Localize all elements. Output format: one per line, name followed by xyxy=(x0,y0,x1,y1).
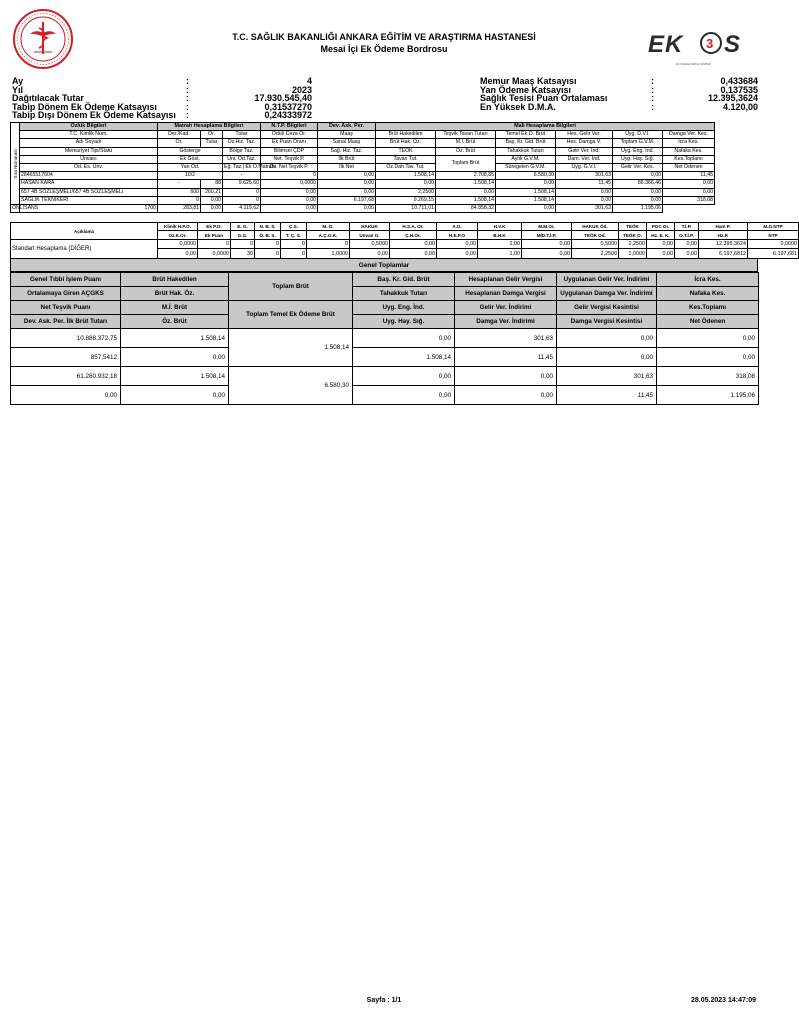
col-header: Gelir Ver. İnd. xyxy=(556,147,613,155)
param-header: T. Ç. S. xyxy=(281,231,307,240)
totals-value: 0,00 xyxy=(353,386,455,405)
cell: 301,63 xyxy=(556,204,613,212)
col-header: Teşvik Tavan Tutarı xyxy=(436,131,496,139)
totals-value: 301,63 xyxy=(455,329,557,348)
param-header: NTP xyxy=(748,231,799,240)
param-header: TEÖK Od. xyxy=(572,231,619,240)
field-physician-coefficient: Tabip Dönem Ek Ödeme Katsayısı : 0,31537270 xyxy=(12,101,312,112)
totals-title: Genel Toplamlar xyxy=(358,262,410,269)
param-value: 0,00 xyxy=(675,249,699,259)
cell: 260,21 xyxy=(201,188,223,196)
col-header: Öz. Brüt xyxy=(436,147,496,155)
cell: 0,00 xyxy=(201,196,223,204)
totals-value: 0,00 xyxy=(121,386,229,405)
field-year: Yıl : 2023 xyxy=(12,84,312,95)
col-header: Tutar xyxy=(223,131,261,139)
totals-header: Brüt Hakedilen xyxy=(121,273,229,287)
svg-text:3: 3 xyxy=(706,36,714,51)
col-header: Üni. Öd.Taz. xyxy=(223,155,261,163)
grid-data-row-4 xyxy=(11,196,769,204)
param-header: H.E.P.O xyxy=(437,231,478,240)
col-header: T.C. Kimlik Num. xyxy=(20,131,158,139)
totals-header: Toplam Temel Ek Ödeme Brüt xyxy=(229,301,353,329)
param-value: 1,0000 xyxy=(307,249,350,259)
totals-header: Uyg. Hay. Sığ. xyxy=(353,315,455,329)
totals-header: Hesaplanan Damga Vergisi xyxy=(455,287,557,301)
totals-header: Uygulanan Gelir Ver. İndirimi xyxy=(557,273,657,287)
totals-header: Tahakkuk Tutarı xyxy=(353,287,455,301)
param-header: TEÖK xyxy=(619,223,647,231)
totals-row-2 xyxy=(11,348,759,367)
col-header: Eğ. Taz.| Ek Ö.Matrahı xyxy=(224,164,276,171)
totals-value: 0,00 xyxy=(455,367,557,386)
totals-header: Net Ödenen xyxy=(657,315,759,329)
param-header: Oz.K.Or. xyxy=(158,231,198,240)
cell: 1.508,14 xyxy=(436,196,496,204)
param-value: 0,00 xyxy=(647,249,675,259)
cell: 1.508,14 xyxy=(436,180,496,188)
col-header: Toplam Brüt xyxy=(436,155,496,171)
cell: 0,00 xyxy=(261,204,318,212)
employment-status-value: 657 4B SÖZLEŞMELİ/657 4B SÖZLEŞMELİ xyxy=(20,188,158,196)
totals-header: Brüt Hak. Öz. xyxy=(121,287,229,301)
param-value: 1,00 xyxy=(478,249,522,259)
grid-header-row-5 xyxy=(11,163,769,171)
education-value: ÖNLİSANS xyxy=(12,204,39,211)
totals-value: 6.580,30 xyxy=(229,367,353,405)
grid-header-row-4 xyxy=(11,155,769,163)
cell: 9.269,15 xyxy=(376,196,436,204)
col-header: Aylık G.V.M. xyxy=(496,155,556,163)
field-month: Ay : 4 xyxy=(12,76,312,86)
cell: 0,0000 xyxy=(261,180,318,188)
col-header: Toplam G.V.M. xyxy=(613,139,663,147)
param-value: 30 xyxy=(231,249,255,259)
grid-data-row-1 xyxy=(11,172,769,180)
param-header: A.O. xyxy=(437,223,478,231)
col-header: Uyg. Hay. Sığ. xyxy=(613,155,663,163)
param-header: T.İ.P. xyxy=(675,223,699,231)
grid-header-row-2 xyxy=(11,139,769,147)
col-header: Tahakkuk Tutarı xyxy=(496,147,556,155)
cell: 1.508,14 xyxy=(376,172,436,180)
param-value: 0,00 xyxy=(158,249,198,259)
cell: 0,00 xyxy=(663,180,715,188)
cell: 0,00 xyxy=(663,188,715,196)
col-header: Öd. Es. Unv. xyxy=(20,163,158,171)
col-header: Sağ. Hiz. Taz. xyxy=(318,147,376,155)
tc-id-value: 28465517604 xyxy=(20,172,158,180)
col-header: Net. Teşvik P. xyxy=(261,155,318,163)
param-header: M. G. xyxy=(307,223,350,231)
param-header: Ö. B. S. xyxy=(255,231,281,240)
totals-header-d xyxy=(11,315,759,329)
col-header: Ek Göst. xyxy=(158,155,223,163)
param-value: 0 xyxy=(255,240,281,249)
svg-text:EK: EK xyxy=(648,31,684,58)
param-header: H.V.K xyxy=(478,223,522,231)
cell: 9.625,60 xyxy=(223,180,261,188)
description-header: Açıklama xyxy=(11,223,158,240)
col-header: Net Ödenen xyxy=(663,163,715,171)
param-value: 0,00 xyxy=(390,240,437,249)
param-header: M.G.NTP xyxy=(748,223,799,231)
totals-header: İcra Kes. xyxy=(657,273,759,287)
cell: 0,00 xyxy=(318,172,376,180)
page-number: Sayfa : 1/1 xyxy=(366,997,402,1004)
hospital-title: T.C. SAĞLIK BAKANLIĞI ANKARA EĞİTİM VE ARAŞTIRMA HASTANESİ xyxy=(232,32,536,42)
col-header: Bölge Taz. xyxy=(223,147,261,155)
totals-value: 0,00 xyxy=(455,386,557,405)
col-header: İlk Brüt xyxy=(318,155,376,163)
field-non-physician-coefficient: Tabip Dışı Dönem Ek Ödeme Katsayısı : 0,24333972 xyxy=(12,110,312,121)
full-name-value: HASAN KARA xyxy=(20,180,158,188)
totals-value: 0,00 xyxy=(557,348,657,367)
section-base-calculation: Matrah Hesaplama Bilgileri xyxy=(158,123,261,131)
col-header: Tavan Tut. xyxy=(376,155,436,163)
col-header: Yan Öd. xyxy=(158,163,223,171)
col-header: Dam. Ver. İnd. xyxy=(556,155,613,163)
grid-data-row-5 xyxy=(11,204,769,212)
grid-header-row-3 xyxy=(11,147,769,155)
cell: 10/2 xyxy=(158,172,223,180)
col-header: Bilimsel ÇDP xyxy=(261,147,318,155)
col-header: Sanal Maaş xyxy=(318,139,376,147)
cell: 0,00 xyxy=(496,204,556,212)
totals-header-c xyxy=(11,301,759,315)
param-header: HAKUK xyxy=(350,223,390,231)
param-header: Ç.H.Or. xyxy=(390,231,437,240)
param-header: Ek Puan xyxy=(198,231,231,240)
cell: 0,00 xyxy=(436,188,496,196)
totals-value: 0,00 xyxy=(353,367,455,386)
grid-header-row-1 xyxy=(11,131,769,139)
param-value: 12.395,3624 xyxy=(699,240,748,249)
cell: 0,00 xyxy=(318,180,376,188)
cell: 1.508,14 xyxy=(496,196,556,204)
cell: 0,00 xyxy=(261,188,318,196)
param-value: 1,00 xyxy=(478,240,522,249)
param-value: 2,2500 xyxy=(619,240,647,249)
totals-header: Hesaplanan Gelir Vergisi xyxy=(455,273,557,287)
cell: 0 xyxy=(158,196,201,204)
param-value: 0,5000 xyxy=(572,240,619,249)
cell: 0 xyxy=(261,172,318,180)
totals-header-a xyxy=(11,273,759,287)
cell: 0,00 xyxy=(496,180,556,188)
cell: 0,00 xyxy=(613,188,663,196)
totals-value: 1.195,06 xyxy=(657,386,759,405)
col-header: Tutar xyxy=(201,139,223,147)
totals-value: 0,00 xyxy=(557,329,657,348)
totals-header: Baş. Kr. Gid. Brüt xyxy=(353,273,455,287)
totals-value: 10.888.372,75 xyxy=(11,329,121,348)
col-header: Memuriyet Tipi/Statü xyxy=(20,147,158,155)
field-highest-dma: En Yüksek D.M.A. : 4.120,00 xyxy=(480,101,758,112)
totals-header: Öz. Brüt xyxy=(121,315,229,329)
cell: 0,00 xyxy=(201,204,223,212)
param-value: 0 xyxy=(307,240,350,249)
col-header: Ek Puan Oranı xyxy=(261,139,318,147)
param-header: A.Ç.G.K. xyxy=(307,231,350,240)
cell: 1700 xyxy=(20,204,158,212)
header-left-fields xyxy=(12,77,312,120)
totals-row-4 xyxy=(11,386,759,405)
param-header: B.H.K xyxy=(478,231,522,240)
param-value: 0,0000 xyxy=(748,240,799,249)
param-value: 0 xyxy=(231,240,255,249)
col-header: Brüt Hakedilen xyxy=(376,131,436,139)
param-value: 6.197,6812 xyxy=(699,249,748,259)
param-header: Ek P.O. xyxy=(198,223,231,231)
cell: 301,63 xyxy=(556,172,613,180)
param-value: 0 xyxy=(255,249,281,259)
title-value: SAĞLIK TEKNİKERİ xyxy=(20,196,158,204)
col-header: Uyg. Eng. İnd. xyxy=(613,147,663,155)
cell: 86.366,46 xyxy=(613,180,663,188)
totals-value: 61.280.932,18 xyxy=(11,367,121,386)
section-ntp-info: N.T.P. Bilgileri xyxy=(261,123,318,131)
totals-value: 1.508,14 xyxy=(229,329,353,367)
totals-header: Genel Tıbbi İşlem Puanı xyxy=(11,273,121,287)
cell: 318,08 xyxy=(663,196,715,204)
param-value: 0 xyxy=(281,249,307,259)
col-header: Uyg. D.V.İ. xyxy=(613,131,663,139)
param-header: Hz.P. xyxy=(699,231,748,240)
svg-text:S: S xyxy=(724,31,741,58)
col-header: Ödül/ Ceza Or. xyxy=(261,131,318,139)
totals-header: Gelir Vergisi Kesintisi xyxy=(557,301,657,315)
totals-header: Dev. Ask. Per. İlk Brüt Tutarı xyxy=(11,315,121,329)
totals-value: 857,5412 xyxy=(11,348,121,367)
row-number-label: Sıra Numarası xyxy=(13,148,18,179)
col-header: TEÖK xyxy=(376,147,436,155)
cell: 11,45 xyxy=(663,172,715,180)
section-financial-calculation: Mali Hesaplama Bilgileri xyxy=(376,123,715,131)
param-header: E. G. xyxy=(231,223,255,231)
totals-value: 1.508,14 xyxy=(121,329,229,348)
totals-header-b xyxy=(11,287,759,301)
cell: 4.119,62 xyxy=(223,204,261,212)
param-value: 0,00 xyxy=(522,240,572,249)
cell: 0,00 xyxy=(613,172,663,180)
field-side-payment-coefficient: Yan Ödeme Katsayısı : 0,137535 xyxy=(480,84,758,95)
field-distributed-amount: Dağıtılacak Tutar : 17.930.545,40 xyxy=(12,93,312,104)
cell: 0,00 xyxy=(556,196,613,204)
param-value: 0,0000 xyxy=(198,249,231,259)
param-value: 2,2500 xyxy=(572,249,619,259)
totals-header: Nafaka Kes. xyxy=(657,287,759,301)
cell: 6.580,30 xyxy=(496,172,556,180)
cell: 11,45 xyxy=(556,180,613,188)
cell: 0,00 xyxy=(376,180,436,188)
param-header: M.M.Or. xyxy=(522,223,572,231)
col-header: Brüt Hak. Öz. xyxy=(376,139,436,147)
calculation-method-value: Standart Hesaplama (DİĞER) xyxy=(11,240,158,259)
param-header: N. B. S. xyxy=(255,223,281,231)
payroll-title: Mesai İçi Ek Ödeme Bordrosu xyxy=(320,44,448,54)
totals-value: 11,45 xyxy=(455,348,557,367)
param-header: HAKUK Öd. xyxy=(572,223,619,231)
totals-value: 301,63 xyxy=(557,367,657,386)
col-header: İlk Net xyxy=(318,163,376,171)
param-value: 1,0000 xyxy=(619,249,647,259)
cell: 2.708,85 xyxy=(436,172,496,180)
param-header: H.S.A. Or. xyxy=(390,223,437,231)
cell: 0,00 xyxy=(318,204,376,212)
totals-value: 318,08 xyxy=(657,367,759,386)
col-header: Or. xyxy=(158,139,201,147)
param-value: 0,00 xyxy=(437,240,478,249)
cell: 0 xyxy=(223,196,261,204)
totals-header: Uyg. Eng. İnd. xyxy=(353,301,455,315)
totals-header: Kes.Toplamı xyxy=(657,301,759,315)
cell: 0,00 xyxy=(261,196,318,204)
totals-value: 11,45 xyxy=(557,386,657,405)
totals-header: Toplam Brüt xyxy=(229,273,353,301)
totals-header: Damga Ver. İndirimi xyxy=(455,315,557,329)
totals-header: Gelir Ver. İndirimi xyxy=(455,301,557,315)
col-header: Uyg. G.V.İ. xyxy=(556,163,613,171)
totals-header: Damga Vergisi Kesintisi xyxy=(557,315,657,329)
col-header: Der./Kad. xyxy=(158,131,201,139)
totals-header: Net Teşvik Puanı xyxy=(11,301,121,315)
param-value: 0,00 xyxy=(522,249,572,259)
param-header: G.G. xyxy=(231,231,255,240)
grid-data-row-3 xyxy=(11,188,769,196)
param-value: 0,00 xyxy=(675,240,699,249)
totals-value: 0,00 xyxy=(353,329,455,348)
param-value: 0,00 xyxy=(390,249,437,259)
param-header: MİD.T.İ.P. xyxy=(522,231,572,240)
totals-header: Uygulanan Damga Ver. İndirimi xyxy=(557,287,657,301)
col-header: Süregelen G.V.M. xyxy=(496,163,556,171)
totals-header: M.İ. Brüt xyxy=(121,301,229,315)
param-header: Klinik H.P.O. xyxy=(158,223,198,231)
totals-table xyxy=(10,272,759,405)
cell: 84.858,32 xyxy=(436,204,496,212)
param-value: 0 xyxy=(198,240,231,249)
param-header: Ham P. xyxy=(699,223,748,231)
totals-value: 0,00 xyxy=(657,329,759,348)
parameter-grid xyxy=(10,222,799,259)
section-personal-info: Özlük Bilgileri xyxy=(20,123,158,131)
col-header: Öz.Hiz. Taz. xyxy=(223,139,261,147)
cell: 10.711,01 xyxy=(376,204,436,212)
ek3s-logo-subtext: EK ÖDEME SORGU SİSTEMİ xyxy=(676,63,712,66)
cell: 6.197,68 xyxy=(318,196,376,204)
field-salary-coefficient: Memur Maaş Katsayısı : 0,433684 xyxy=(480,76,758,86)
totals-value: 0,00 xyxy=(11,386,121,405)
col-header: Damga Ver. Kes. xyxy=(663,131,715,139)
param-value: 0,00 xyxy=(647,240,675,249)
totals-row-1 xyxy=(11,329,759,348)
print-timestamp: 28.05.2023 14:47:09 xyxy=(691,997,756,1004)
col-header: Hes. Damga V. xyxy=(556,139,613,147)
cell: 1.195,06 xyxy=(613,204,663,212)
col-header: İcra Kes. xyxy=(663,139,715,147)
param-header: TEÖK O. xyxy=(619,231,647,240)
cell: 0,00 xyxy=(556,188,613,196)
param-header-row-1 xyxy=(11,223,799,231)
param-header: POC Or. xyxy=(647,223,675,231)
param-value-row-1 xyxy=(11,240,799,249)
field-facility-point-average: Sağlık Tesisi Puan Ortalaması : 12.395,3624 xyxy=(480,93,758,104)
param-header: O.T.İ.P. xyxy=(675,231,699,240)
cell: 0 xyxy=(223,188,261,196)
cell: 600 xyxy=(158,188,201,196)
totals-header: Ortalamaya Giren AÇGKS xyxy=(11,287,121,301)
param-header: Hz. E. K. xyxy=(647,231,675,240)
param-value: 0,00 xyxy=(437,249,478,259)
cell: 1.508,14 xyxy=(496,188,556,196)
cell: - xyxy=(223,172,261,180)
param-value: 6.197,681 xyxy=(748,249,799,259)
param-value: 0,00 xyxy=(350,249,390,259)
col-header: Or. xyxy=(201,131,223,139)
param-value: 0 xyxy=(281,240,307,249)
param-header: Ç.S. xyxy=(281,223,307,231)
col-header: Gelir Ver. Kes. xyxy=(613,163,663,171)
col-header: Unvanı xyxy=(20,155,158,163)
totals-value: 1.508,14 xyxy=(353,348,455,367)
col-header: Öz. Net Teşvik P. xyxy=(261,163,318,171)
cell: - xyxy=(158,180,201,188)
header-right-fields xyxy=(480,77,758,111)
totals-value: 1.508,14 xyxy=(121,367,229,386)
cell: 0,00 xyxy=(613,196,663,204)
col-header: Adı Soyadı xyxy=(20,139,158,147)
totals-value: 0,00 xyxy=(121,348,229,367)
col-header: Nafaka Kes. xyxy=(663,147,715,155)
param-value: 0,0000 xyxy=(158,240,198,249)
col-header: Kes.Toplamı xyxy=(663,155,715,163)
param-header: Unvan O. xyxy=(350,231,390,240)
col-header: Öz.Dah.Tav. Tut. xyxy=(376,163,436,171)
col-header: Temel Ek Ö. Brüt xyxy=(496,131,556,139)
param-value: 0,5000 xyxy=(350,240,390,249)
col-header: Maaş xyxy=(318,131,376,139)
cell: 2,2500 xyxy=(376,188,436,196)
col-header: Gösterge xyxy=(158,147,223,155)
cell: 283,81 xyxy=(158,204,201,212)
col-header: Hes. Gelir Ver. xyxy=(556,131,613,139)
cell: 88 xyxy=(201,180,223,188)
col-header: Baş. Kr. Gid. Brüt xyxy=(496,139,556,147)
cell: 0,00 xyxy=(318,188,376,196)
personnel-detail-grid xyxy=(10,122,769,213)
grid-section-row xyxy=(11,123,769,131)
totals-row-3 xyxy=(11,367,759,386)
totals-value: 0,00 xyxy=(657,348,759,367)
col-header: M.İ. Brüt xyxy=(436,139,496,147)
grid-data-row-2 xyxy=(11,180,769,188)
row-number-column xyxy=(11,123,20,205)
section-military-personnel: Dev. Ask. Per. xyxy=(318,123,376,131)
